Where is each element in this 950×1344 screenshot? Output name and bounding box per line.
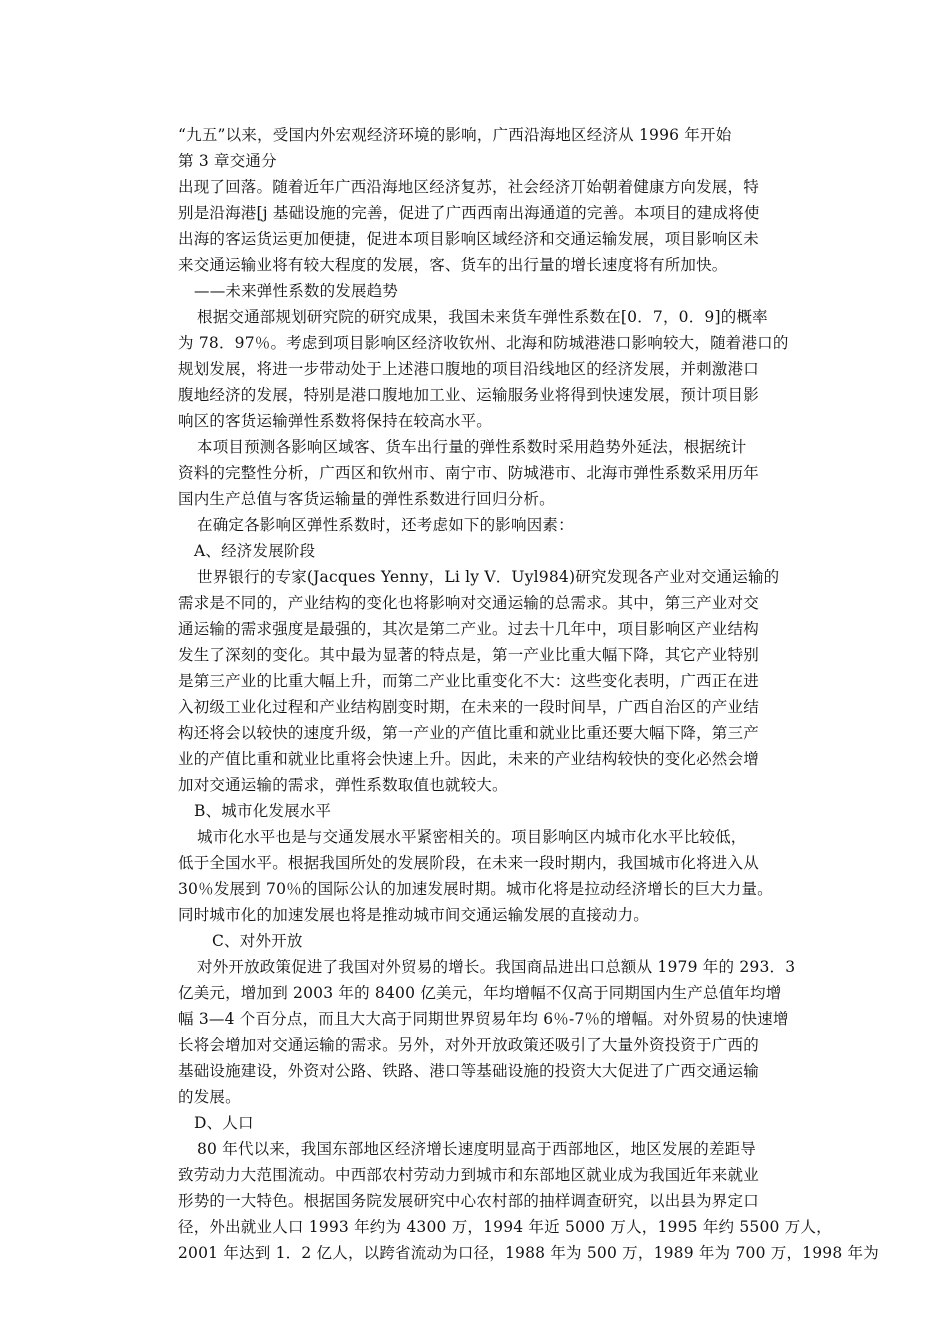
text-line: 长将会增加对交通运输的需求。另外，对外开放政策还吸引了大量外资投资于广西的 [178, 1036, 759, 1054]
text-line: 致劳动力大范围流动。中西部农村劳动力到城市和东部地区就业成为我国近年来就业 [178, 1166, 759, 1184]
section-heading: B、城市化发展水平 [194, 802, 332, 820]
text-line: 对外开放政策促进了我国对外贸易的增长。我国商品进出口总额从 1979 年的 293．3 [197, 958, 796, 976]
text-line: 基础设施建设，外资对公路、铁路、港口等基础设施的投资大大促进了广西交通运输 [178, 1062, 759, 1080]
section-heading: ——未来弹性系数的发展趋势 [194, 282, 399, 300]
text-line: 出海的客运货运更加便捷，促进本项目影响区域经济和交通运输发展，项目影响区未 [178, 230, 759, 248]
section-heading: C、对外开放 [212, 932, 303, 950]
text-line: 别是沿海港[j 基础设施的完善，促进了广西西南出海通道的完善。本项目的建成将使 [178, 204, 760, 222]
text-line: 径，外出就业人口 1993 年约为 4300 万，1994 年近 5000 万人，1995 年约 5500 万人， [178, 1218, 832, 1236]
text-line: 为 78．97％。考虑到项目影响区经济收钦州、北海和防城港港口影响较大，随着港口的 [178, 334, 789, 352]
text-line: “九五”以来，受国内外宏观经济环境的影响，广西沿海地区经济从 1996 年开始 [178, 126, 732, 144]
text-line: 亿美元，增加到 2003 年的 8400 亿美元，年均增幅不仅高于同期国内生产总值年均增 [178, 984, 782, 1002]
text-line: 通运输的需求强度是最强的，其次是第二产业。过去十几年中，项目影响区产业结构 [178, 620, 759, 638]
text-line: 加对交通运输的需求，弹性系数取值也就较大。 [178, 776, 508, 794]
text-line: 国内生产总值与客货运输量的弹性系数进行回归分析。 [178, 490, 555, 508]
text-line: 的发展。 [178, 1088, 241, 1106]
text-line: 形势的一大特色。根据国务院发展研究中心农村部的抽样调查研究，以出县为界定口 [178, 1192, 759, 1210]
text-line: 2001 年达到 1．2 亿人，以跨省流动为口径，1988 年为 500 万，1989 年为 700 万，1998 年为 [178, 1244, 879, 1262]
text-line: 资料的完整性分析，广西区和钦州市、南宁市、防城港市、北海市弹性系数采用历年 [178, 464, 759, 482]
text-line: 同时城市化的加速发展也将是推动城市间交通运输发展的直接动力。 [178, 906, 650, 924]
section-heading: D、人口 [194, 1114, 254, 1132]
text-line: 世界银行的专家(Jacques Yenny，Li ly V．Uyl984)研究发现各产业对交通运输的 [197, 568, 780, 586]
text-line: 城市化水平也是与交通发展水平紧密相关的。项目影响区内城市化水平比较低， [197, 828, 747, 846]
text-line: 80 年代以来，我国东部地区经济增长速度明显高于西部地区，地区发展的差距导 [197, 1140, 757, 1158]
text-line: 本项目预测各影响区域客、货车出行量的弹性系数时采用趋势外延法，根据统计 [197, 438, 747, 456]
text-line: 是第三产业的比重大幅上升，而第二产业比重变化不大：这些变化表明，广西正在进 [178, 672, 759, 690]
text-line: 低于全国水平。根据我国所处的发展阶段，在未来一段时期内，我国城市化将进入从 [178, 854, 759, 872]
text-line: 腹地经济的发展，特别是港口腹地加工业、运输服务业将得到快速发展，预计项目影 [178, 386, 759, 404]
text-line: 构还将会以较快的速度升级，第一产业的产值比重和就业比重还要大幅下降，第三产 [178, 724, 759, 742]
text-line: 规划发展，将进一步带动处于上述港口腹地的项目沿线地区的经济发展，并刺激港口 [178, 360, 759, 378]
text-line: 发生了深刻的变化。其中最为显著的特点是，第一产业比重大幅下降，其它产业特别 [178, 646, 759, 664]
text-line: 幅 3—4 个百分点，而且大大高于同期世界贸易年均 6％-7％的增幅。对外贸易的快速增 [178, 1010, 789, 1028]
text-line: 入初级工业化过程和产业结构剧变时期，在未来的一段时间旱，广西自治区的产业结 [178, 698, 759, 716]
text-line: 30％发展到 70％的国际公认的加速发展时期。城市化将是拉动经济增长的巨大力量。 [178, 880, 773, 898]
chapter-header: 第 3 章交通分 [178, 152, 277, 170]
text-line: 根据交通部规划研究院的研究成果，我国未来货车弹性系数在[0．7，0．9]的概率 [197, 308, 768, 326]
text-line: 出现了回落。随着近年广西沿海地区经济复苏，社会经济丌始朝着健康方向发展，特 [178, 178, 759, 196]
text-line: 需求是不同的，产业结构的变化也将影响对交通运输的总需求。其中，第三产业对交 [178, 594, 759, 612]
text-line: 响区的客货运输弹性系数将保持在较高水平。 [178, 412, 493, 430]
text-line: 在确定各影响区弹性系数时，还考虑如下的影响因素： [197, 516, 574, 534]
text-line: 来交通运输业将有较大程度的发展，客、货车的出行量的增长速度将有所加快。 [178, 256, 728, 274]
section-heading: A、经济发展阶段 [194, 542, 316, 560]
text-line: 业的产值比重和就业比重将会快速上升。因此，未来的产业结构较快的变化必然会增 [178, 750, 759, 768]
